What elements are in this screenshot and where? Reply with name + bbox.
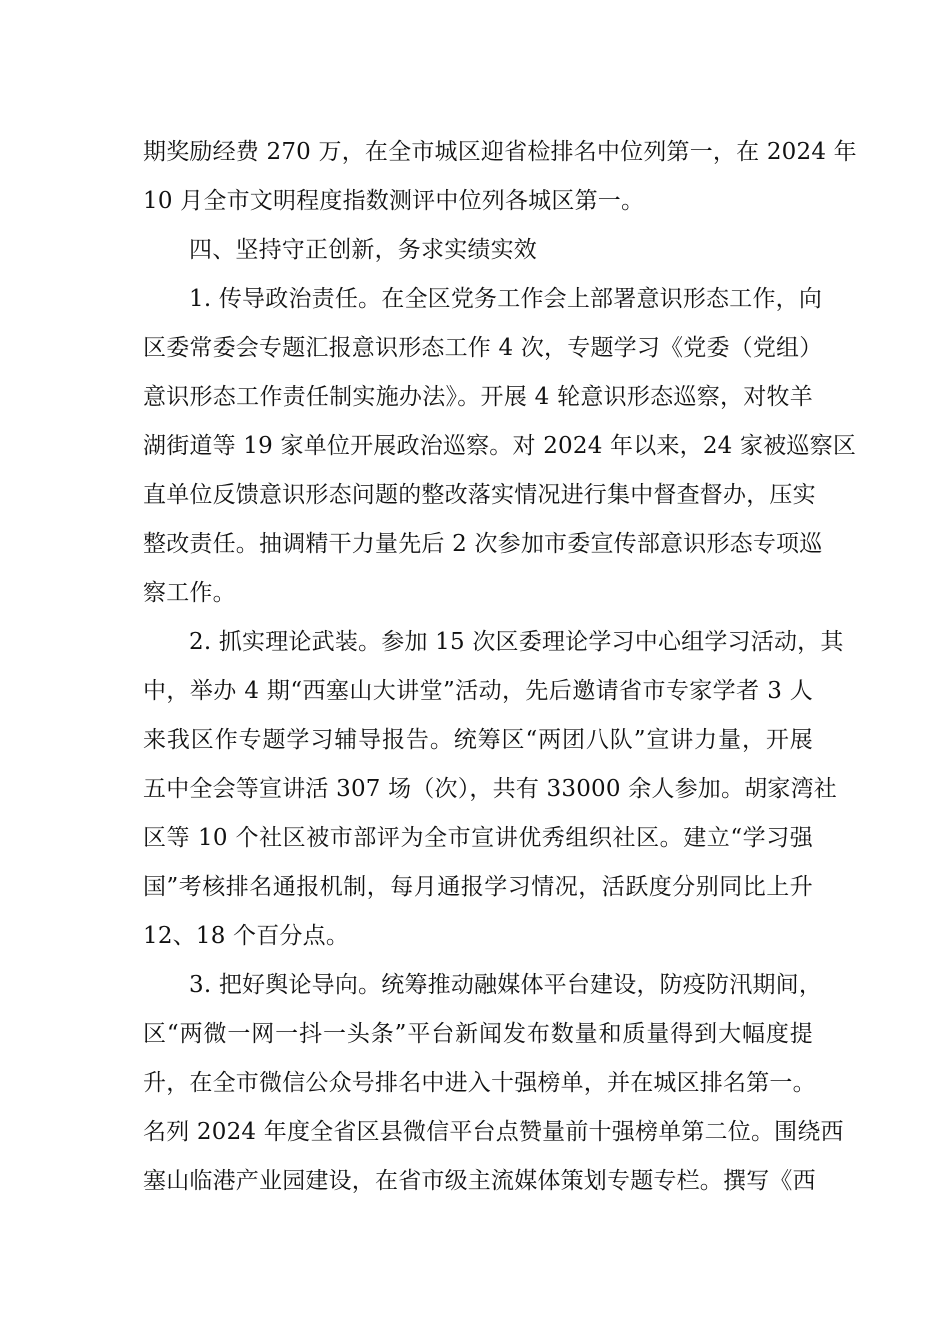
text-line: 名列 2024 年度全省区县微信平台点赞量前十强榜单第二位。围绕西 (143, 1119, 844, 1145)
text-line: 塞山临港产业园建设，在省市级主流媒体策划专题专栏。撰写《西 (143, 1168, 816, 1194)
text-line: 升，在全市微信公众号排名中进入十强榜单，并在城区排名第一。 (143, 1070, 816, 1096)
text-line: 来我区作专题学习辅导报告。统筹区“两团八队”宣讲力量，开展 (143, 727, 813, 753)
text-line: 区“两微一网一抖一头条”平台新闻发布数量和质量得到大幅度提 (143, 1021, 813, 1047)
text-line: 意识形态工作责任制实施办法》。开展 4 轮意识形态巡察，对牧羊 (143, 384, 813, 410)
text-line: 整改责任。抽调精干力量先后 2 次参加市委宣传部意识形态专项巡 (143, 531, 823, 557)
text-line: 直单位反馈意识形态问题的整改落实情况进行集中督查督办，压实 (143, 482, 816, 508)
section-heading: 四、坚持守正创新，务求实绩实效 (189, 237, 537, 263)
text-line: 区等 10 个社区被市部评为全市宣讲优秀组织社区。建立“学习强 (143, 825, 813, 851)
text-line: 12、18 个百分点。 (143, 923, 350, 949)
text-line: 国”考核排名通报机制，每月通报学习情况，活跃度分别同比上升 (143, 874, 813, 900)
text-line: 湖街道等 19 家单位开展政治巡察。对 2024 年以来，24 家被巡察区 (143, 433, 857, 459)
text-line: 期奖励经费 270 万，在全市城区迎省检排名中位列第一，在 2024 年 (143, 139, 857, 165)
text-line: 10 月全市文明程度指数测评中位列各城区第一。 (143, 188, 645, 214)
paragraph-first-line: 2. 抓实理论武装。参加 15 次区委理论学习中心组学习活动，其 (189, 629, 844, 655)
paragraph-first-line: 3. 把好舆论导向。统筹推动融媒体平台建设，防疫防汛期间， (189, 972, 823, 998)
text-line: 中，举办 4 期“西塞山大讲堂”活动，先后邀请省市专家学者 3 人 (143, 678, 813, 704)
text-line: 区委常委会专题汇报意识形态工作 4 次，专题学习《党委（党组） (143, 335, 823, 361)
text-line: 察工作。 (143, 580, 236, 606)
text-line: 五中全会等宣讲活 307 场（次），共有 33000 余人参加。胡家湾社 (143, 776, 838, 802)
paragraph-first-line: 1. 传导政治责任。在全区党务工作会上部署意识形态工作，向 (189, 286, 823, 312)
